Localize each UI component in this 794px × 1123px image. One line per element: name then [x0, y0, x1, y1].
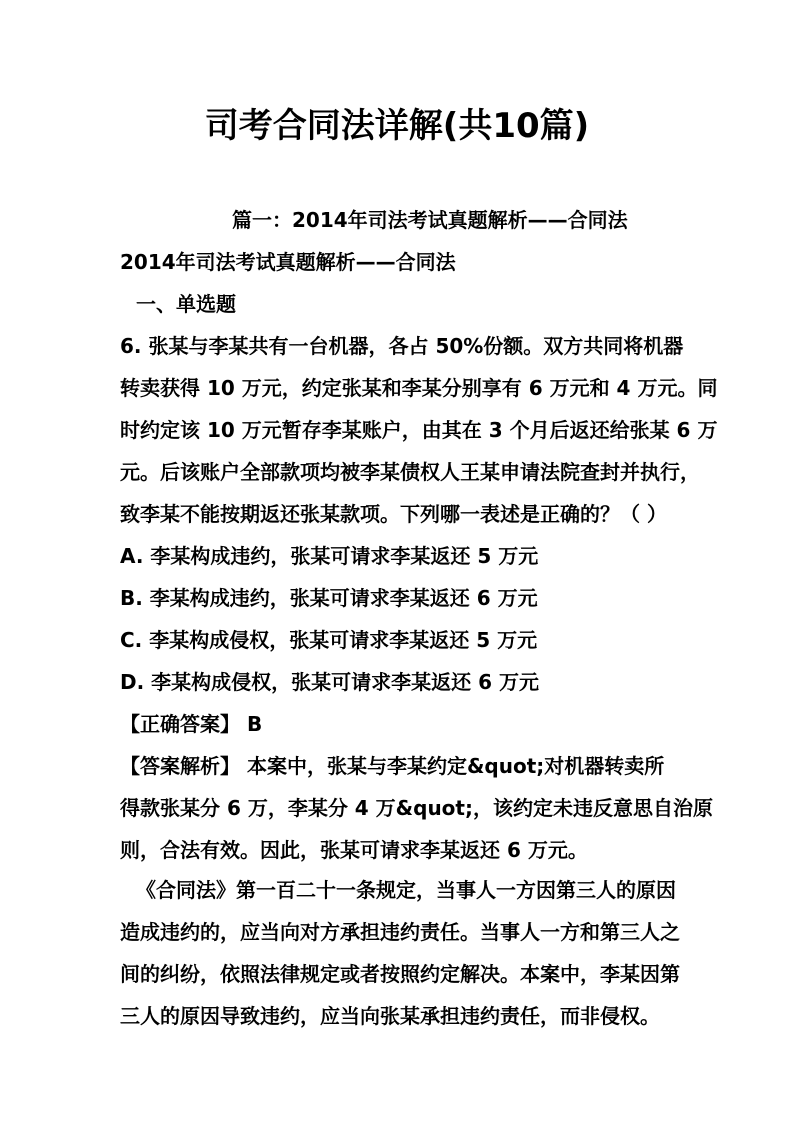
question-line: 元。后该账户全部款项均被李某债权人王某申请法院查封并执行，: [120, 460, 700, 484]
law-line: 三人的原因导致违约，应当向张某承担违约责任，而非侵权。: [120, 1004, 660, 1028]
analysis-line: 得款张某分 6 万，李某分 4 万&quot;，该约定未违反意思自治原: [120, 796, 713, 820]
question-line: 转卖获得 10 万元，约定张某和李某分别享有 6 万元和 4 万元。同: [120, 376, 718, 400]
chapter-heading: 篇一：2014年司法考试真题解析——合同法: [232, 208, 628, 232]
analysis-line: 则，合法有效。因此，张某可请求李某返还 6 万元。: [120, 838, 588, 862]
law-line: 《合同法》第一百二十一条规定，当事人一方因第三人的原因: [136, 878, 676, 902]
correct-answer: 【正确答案】 B: [120, 712, 263, 736]
option-d: D. 李某构成侵权，张某可请求李某返还 6 万元: [120, 670, 540, 694]
question-line: 6. 张某与李某共有一台机器，各占 50%份额。双方共同将机器: [120, 334, 684, 358]
option-a: A. 李某构成违约，张某可请求李某返还 5 万元: [120, 544, 539, 568]
question-line: 致李某不能按期返还张某款项。下列哪一表述是正确的？（ ）: [120, 502, 667, 526]
law-line: 间的纠纷，依照法律规定或者按照约定解决。本案中，李某因第: [120, 962, 680, 986]
section-heading: 一、单选题: [136, 292, 236, 316]
law-line: 造成违约的，应当向对方承担违约责任。当事人一方和第三人之: [120, 920, 680, 944]
document-title: 司考合同法详解(共10篇): [204, 106, 590, 146]
question-line: 时约定该 10 万元暂存李某账户，由其在 3 个月后返还给张某 6 万: [120, 418, 718, 442]
analysis-line: 【答案解析】 本案中，张某与李某约定&quot;对机器转卖所: [120, 754, 665, 778]
option-b: B. 李某构成违约，张某可请求李某返还 6 万元: [120, 586, 538, 610]
exam-subtitle: 2014年司法考试真题解析——合同法: [120, 250, 456, 274]
option-c: C. 李某构成侵权，张某可请求李某返还 5 万元: [120, 628, 538, 652]
